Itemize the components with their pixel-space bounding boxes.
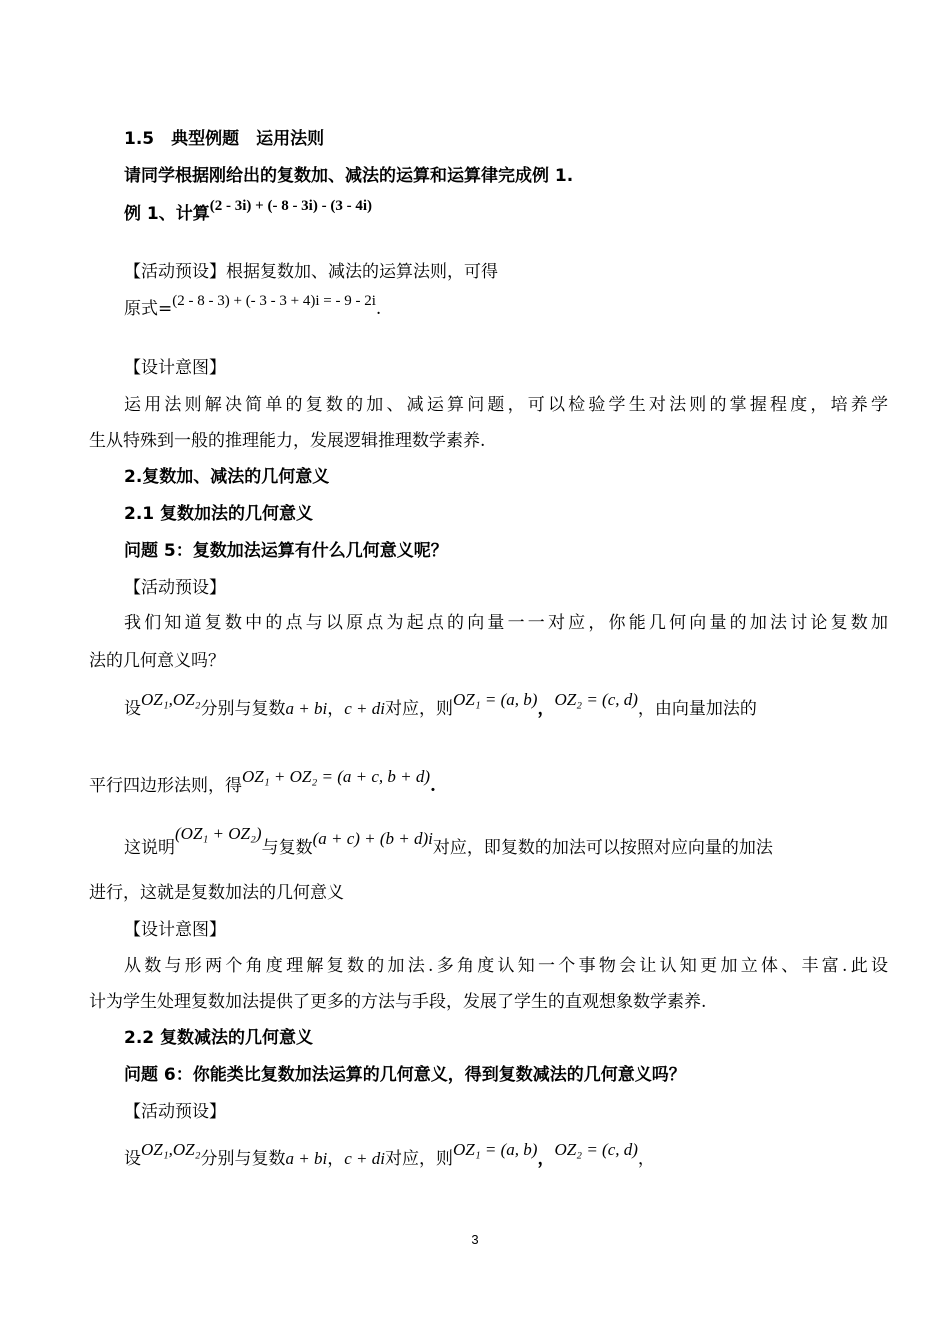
solution-expression: (2 - 8 - 3) + (- 3 - 3 + 4)i = - 9 - 2i	[172, 293, 376, 309]
question-5: 问题 5：复数加法运算有什么几何意义呢？	[124, 541, 448, 561]
setup-1-mid: 分别与复数	[200, 699, 286, 719]
activity-preset-2: 【活动预设】	[124, 578, 226, 598]
solution-label: 原式=	[124, 299, 173, 319]
setup-2-oz2-eq: OZ₂ = (c, d)	[554, 1140, 638, 1159]
setup-2-end: ，	[637, 1149, 655, 1169]
setup-2-z2: c + di	[344, 1149, 385, 1168]
parallelogram-label: 平行四边形法则，得	[89, 776, 242, 796]
explanation-vector-sum: (OZ₁ + OZ₂)	[175, 824, 262, 843]
section-heading-1-5: 1.5 典型例题 运用法则	[124, 129, 325, 149]
explanation-c: 对应，即复数的加法可以按照对应向量的加法	[432, 838, 773, 858]
explanation-a: 这说明	[124, 838, 175, 858]
activity-preset-1: 【活动预设】根据复数加、减法的运算法则，可得	[124, 262, 498, 282]
design-intent-1-text-a: 运用法则解决简单的复数的加、减运算问题，可以检验学生对法则的掌握程度，培养学	[124, 395, 888, 415]
parallelogram-period: .	[430, 776, 436, 796]
design-intent-1-text-b: 生从特殊到一般的推理能力，发展逻辑推理数学素养.	[89, 431, 486, 451]
section-heading-2-2: 2.2 复数减法的几何意义	[124, 1028, 314, 1048]
design-intent-2-text-b: 计为学生处理复数加法提供了更多的方法与手段，发展了学生的直观想象数学素养.	[89, 992, 707, 1012]
setup-1-comma: ，	[327, 699, 345, 719]
setup-2-she: 设	[124, 1149, 141, 1169]
setup-1-z2: c + di	[344, 699, 385, 718]
setup-1-oz1-eq: OZ₁ = (a, b)	[453, 690, 538, 709]
section-heading-2: 2.复数加、减法的几何意义	[124, 467, 330, 487]
setup-1-z1: a + bi	[285, 699, 328, 718]
setup-1-corr: 对应，则	[385, 699, 453, 719]
setup-line-1	[124, 690, 757, 720]
page-number: 3	[471, 1232, 479, 1247]
setup-2-comma: ，	[327, 1149, 345, 1169]
question-6: 问题 6：你能类比复数加法运算的几何意义，得到复数减法的几何意义吗？	[124, 1065, 686, 1085]
setup-2-mid: 分别与复数	[200, 1149, 286, 1169]
setup-1-tail: ，由向量加法的	[637, 699, 757, 719]
paragraph-know-b: 法的几何意义吗？	[89, 651, 225, 671]
design-intent-1-heading: 【设计意图】	[124, 358, 226, 378]
section-heading-2-1: 2.1 复数加法的几何意义	[124, 504, 314, 524]
solution-line	[124, 293, 382, 321]
setup-2-sep: ，	[537, 1149, 555, 1169]
example-1-expression: (2 - 3i) + (- 8 - 3i) - (3 - 4i)	[209, 198, 372, 214]
example-1-label: 例 1、计算	[124, 204, 210, 224]
setup-1-sep: ，	[537, 699, 555, 719]
paragraph-know-a: 我们知道复数中的点与以原点为起点的向量一一对应，你能几何向量的加法讨论复数加	[124, 613, 888, 633]
setup-2-z1: a + bi	[285, 1149, 328, 1168]
setup-line-2	[124, 1140, 655, 1170]
design-intent-2-heading: 【设计意图】	[124, 920, 226, 940]
explanation-complex: (a + c) + (b + d)i	[312, 829, 433, 848]
explanation-line	[124, 824, 773, 859]
parallelogram-line	[89, 767, 436, 797]
solution-period: .	[375, 299, 382, 319]
setup-1-vectors: OZ₁,OZ₂	[141, 690, 201, 709]
example-1	[124, 198, 372, 226]
activity-preset-3: 【活动预设】	[124, 1102, 226, 1122]
setup-1-she: 设	[124, 699, 141, 719]
explanation-b: 与复数	[261, 838, 313, 858]
setup-2-oz1-eq: OZ₁ = (a, b)	[453, 1140, 538, 1159]
parallelogram-equation: OZ₁ + OZ₂ = (a + c, b + d)	[242, 767, 431, 786]
intro-prompt: 请同学根据刚给出的复数加、减法的运算和运算律完成例 1.	[124, 166, 574, 186]
design-intent-2-text-a: 从数与形两个角度理解复数的加法.多角度认知一个事物会让认知更加立体、丰富.此设	[124, 956, 888, 976]
setup-1-oz2-eq: OZ₂ = (c, d)	[554, 690, 638, 709]
explanation-line-2: 进行，这就是复数加法的几何意义	[89, 883, 344, 903]
setup-2-vectors: OZ₁,OZ₂	[141, 1140, 201, 1159]
setup-2-corr: 对应，则	[385, 1149, 453, 1169]
